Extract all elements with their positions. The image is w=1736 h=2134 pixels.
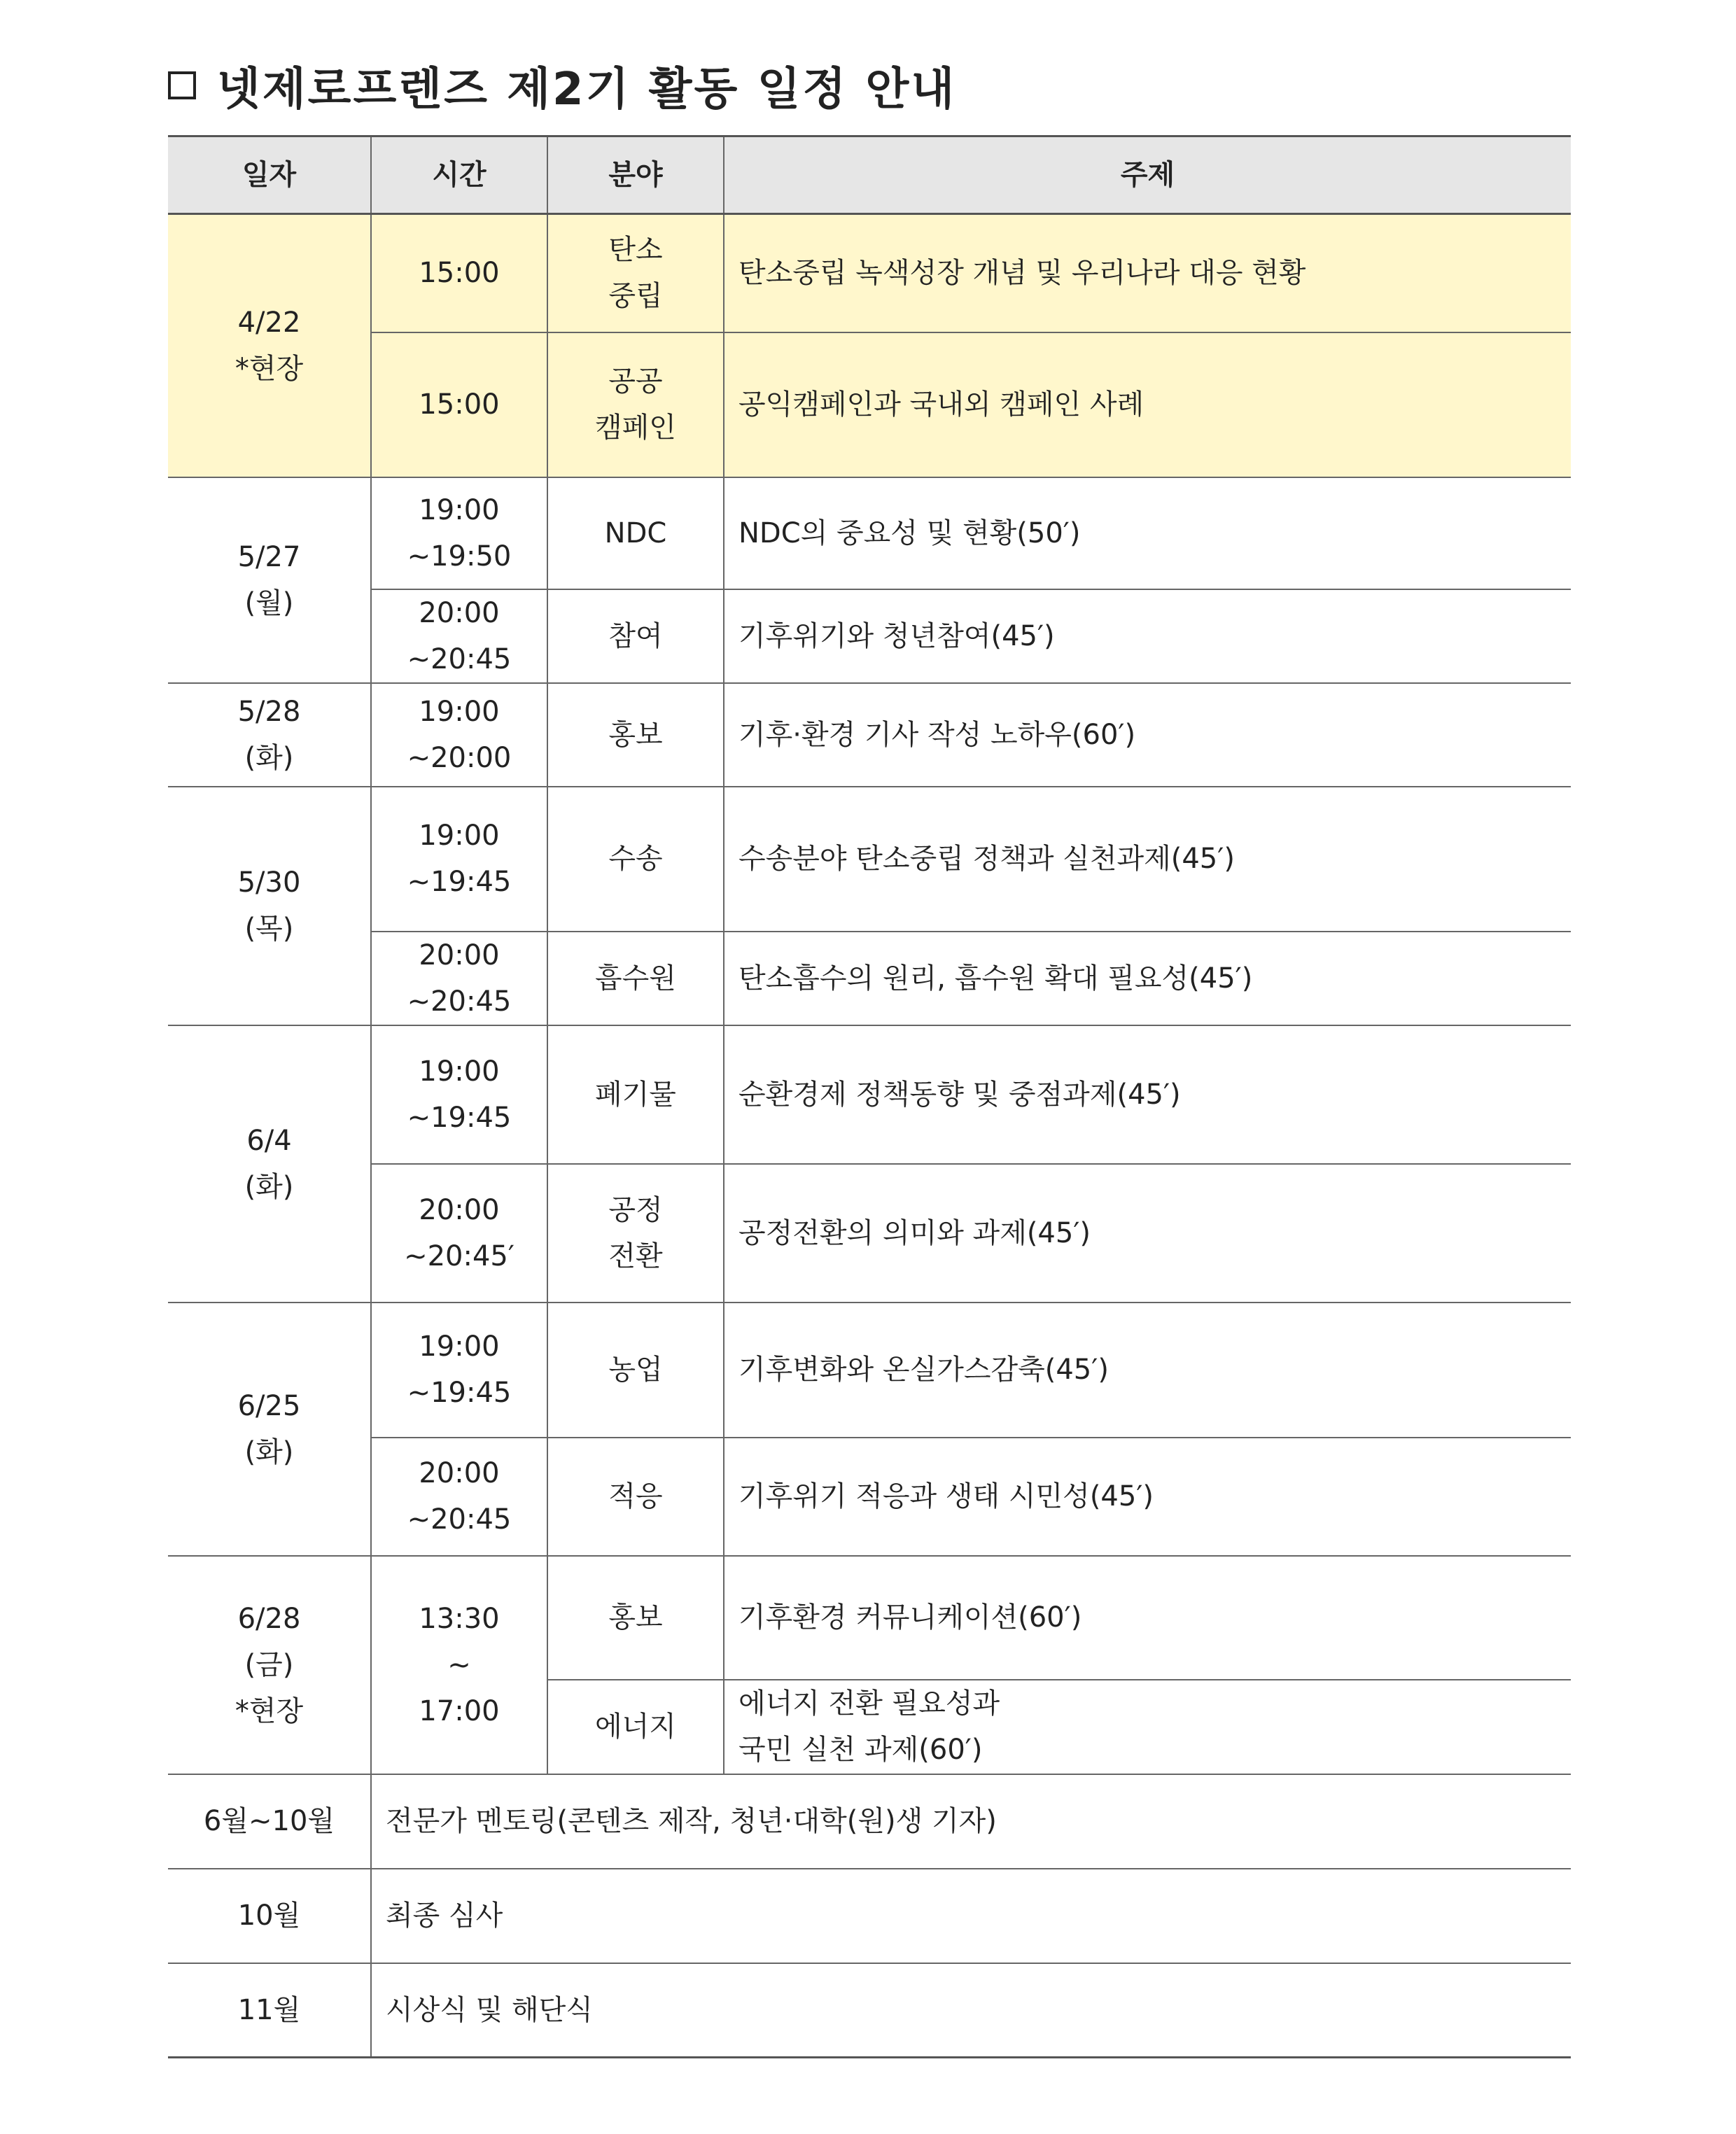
topic-cell: 공정전환의 의미와 과제(45′) xyxy=(724,1164,1571,1303)
time-cell: 20:00 ~20:45 xyxy=(371,932,547,1025)
topic-cell: 순환경제 정책동향 및 중점과제(45′) xyxy=(724,1025,1571,1164)
topic-cell: 기후환경 커뮤니케이션(60′) xyxy=(724,1556,1571,1680)
time-cell: 19:00 ~19:45 xyxy=(371,1025,547,1164)
time-cell: 20:00 ~20:45 xyxy=(371,1438,547,1556)
date-cell: 5/27 (월) xyxy=(168,477,371,683)
table-row xyxy=(168,932,1571,1025)
date-cell: 11월 xyxy=(168,1963,371,2058)
page-title xyxy=(168,50,956,120)
schedule-table xyxy=(168,135,1571,2058)
field-cell: 농업 xyxy=(547,1303,724,1438)
date-cell: 6/4 (화) xyxy=(168,1025,371,1303)
topic-cell: 전문가 멘토링(콘텐츠 제작, 청년·대학(원)생 기자) xyxy=(371,1774,1571,1869)
table-row xyxy=(168,1164,1571,1303)
date-cell: 6/28 (금) *현장 xyxy=(168,1556,371,1774)
table-row xyxy=(168,589,1571,683)
date-cell: 5/30 (목) xyxy=(168,787,371,1025)
field-cell: 홍보 xyxy=(547,1556,724,1680)
topic-cell: NDC의 중요성 및 현황(50′) xyxy=(724,477,1571,589)
table-row xyxy=(168,1963,1571,2058)
table-header-row xyxy=(168,136,1571,214)
field-cell: 수송 xyxy=(547,787,724,932)
field-cell: 흡수원 xyxy=(547,932,724,1025)
field-cell: 참여 xyxy=(547,589,724,683)
table-row xyxy=(168,1774,1571,1869)
date-cell: 10월 xyxy=(168,1869,371,1963)
topic-cell: 최종 심사 xyxy=(371,1869,1571,1963)
field-cell: 공공 캠페인 xyxy=(547,332,724,477)
header-topic: 주제 xyxy=(724,136,1571,214)
topic-cell: 시상식 및 해단식 xyxy=(371,1963,1571,2058)
topic-cell: 에너지 전환 필요성과 국민 실천 과제(60′) xyxy=(724,1680,1571,1774)
table-row xyxy=(168,1869,1571,1963)
table-row xyxy=(168,787,1571,932)
topic-cell: 기후위기와 청년참여(45′) xyxy=(724,589,1571,683)
topic-cell: 탄소흡수의 원리, 흡수원 확대 필요성(45′) xyxy=(724,932,1571,1025)
field-cell: 폐기물 xyxy=(547,1025,724,1164)
time-cell: 20:00 ~20:45 xyxy=(371,589,547,683)
time-cell: 20:00 ~20:45′ xyxy=(371,1164,547,1303)
topic-cell: 기후위기 적응과 생태 시민성(45′) xyxy=(724,1438,1571,1556)
field-cell: 탄소 중립 xyxy=(547,214,724,332)
time-cell: 19:00 ~19:45 xyxy=(371,787,547,932)
topic-cell: 탄소중립 녹색성장 개념 및 우리나라 대응 현황 xyxy=(724,214,1571,332)
date-cell: 4/22 *현장 xyxy=(168,214,371,477)
table-row xyxy=(168,214,1571,332)
checkbox-square-icon xyxy=(168,71,196,99)
field-cell: 공정 전환 xyxy=(547,1164,724,1303)
table-row xyxy=(168,477,1571,589)
header-time: 시간 xyxy=(371,136,547,214)
time-cell: 15:00 xyxy=(371,214,547,332)
date-cell: 6/25 (화) xyxy=(168,1303,371,1556)
table-row xyxy=(168,1438,1571,1556)
time-cell: 15:00 xyxy=(371,332,547,477)
table-row xyxy=(168,1556,1571,1680)
topic-cell: 공익캠페인과 국내외 캠페인 사례 xyxy=(724,332,1571,477)
topic-cell: 기후·환경 기사 작성 노하우(60′) xyxy=(724,683,1571,787)
topic-cell: 기후변화와 온실가스감축(45′) xyxy=(724,1303,1571,1438)
table-row xyxy=(168,1303,1571,1438)
topic-cell: 수송분야 탄소중립 정책과 실천과제(45′) xyxy=(724,787,1571,932)
time-cell: 13:30 ~ 17:00 xyxy=(371,1556,547,1774)
field-cell: 적응 xyxy=(547,1438,724,1556)
table-row xyxy=(168,332,1571,477)
page-title-text: 넷제로프렌즈 제2기 활동 일정 안내 xyxy=(217,64,957,115)
field-cell: 홍보 xyxy=(547,683,724,787)
time-cell: 19:00 ~19:45 xyxy=(371,1303,547,1438)
time-cell: 19:00 ~19:50 xyxy=(371,477,547,589)
date-cell: 5/28 (화) xyxy=(168,683,371,787)
date-cell: 6월~10월 xyxy=(168,1774,371,1869)
table-row xyxy=(168,1025,1571,1164)
header-date: 일자 xyxy=(168,136,371,214)
header-field: 분야 xyxy=(547,136,724,214)
time-cell: 19:00 ~20:00 xyxy=(371,683,547,787)
table-row xyxy=(168,683,1571,787)
field-cell: NDC xyxy=(547,477,724,589)
field-cell: 에너지 xyxy=(547,1680,724,1774)
